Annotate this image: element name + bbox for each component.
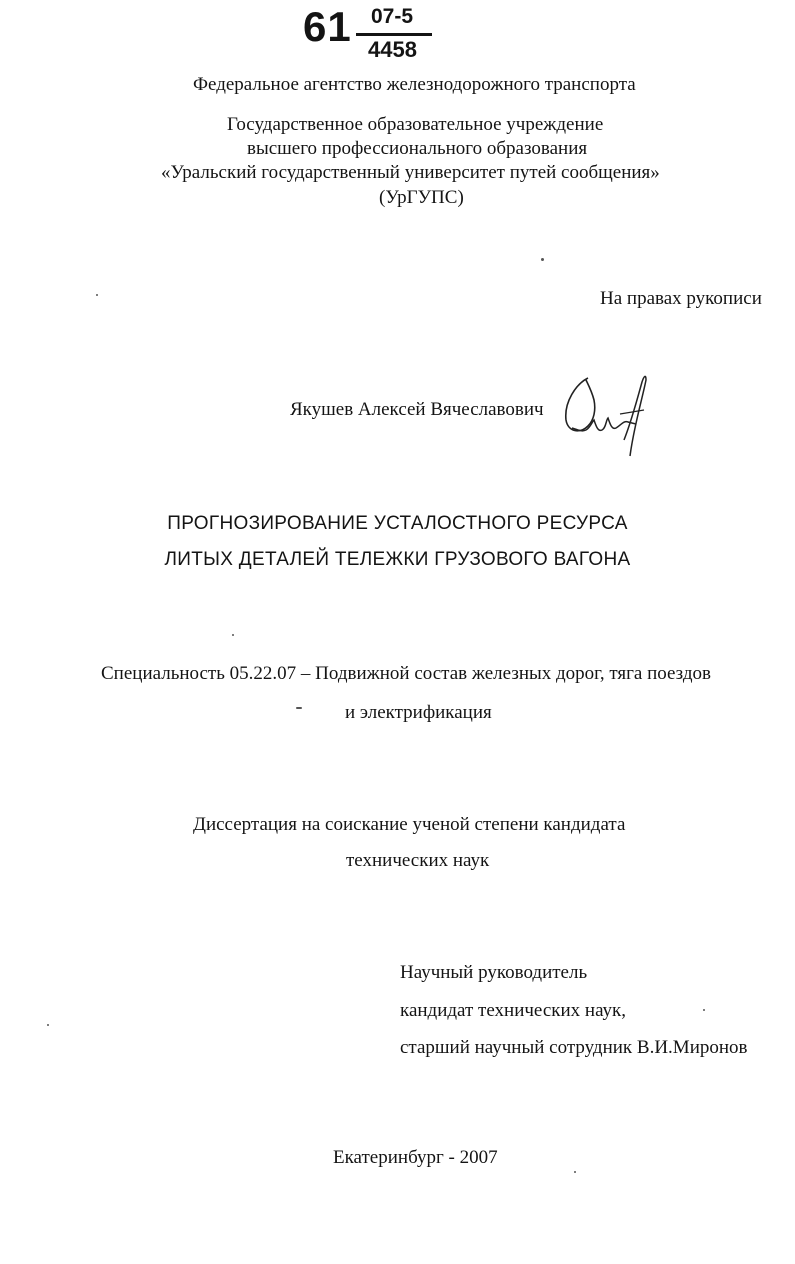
supervisor-position-name: старший научный сотрудник В.И.Миронов bbox=[400, 1037, 748, 1058]
manuscript-rights-note: На правах рукописи bbox=[600, 288, 762, 309]
scan-speck bbox=[47, 1024, 49, 1026]
degree-line-1: Диссертация на соискание ученой степени кандидата bbox=[193, 814, 626, 835]
scan-speck bbox=[703, 1009, 705, 1011]
archive-stamp-denominator: 4458 bbox=[368, 37, 417, 62]
scan-speck bbox=[232, 634, 234, 636]
supervisor-label: Научный руководитель bbox=[400, 962, 588, 983]
archive-stamp-fraction-bar bbox=[356, 33, 432, 36]
dissertation-title-line-1: ПРОГНОЗИРОВАНИЕ УСТАЛОСТНОГО РЕСУРСА bbox=[167, 513, 628, 534]
specialty-line-2: и электрификация bbox=[345, 702, 492, 723]
author-signature bbox=[558, 370, 658, 460]
author-name: Якушев Алексей Вячеславович bbox=[290, 399, 544, 420]
scan-speck bbox=[96, 294, 98, 296]
archive-stamp-numerator: 07-5 bbox=[371, 5, 414, 28]
scan-speck bbox=[541, 258, 544, 261]
agency-name: Федеральное агентство железнодорожного транспорта bbox=[193, 74, 636, 95]
supervisor-degree: кандидат технических наук, bbox=[400, 1000, 627, 1021]
degree-line-2: технических наук bbox=[346, 850, 490, 871]
dissertation-title-line-2: ЛИТЫХ ДЕТАЛЕЙ ТЕЛЕЖКИ ГРУЗОВОГО ВАГОНА bbox=[164, 549, 631, 570]
archive-stamp-code: 61 bbox=[303, 3, 352, 50]
university-abbreviation: (УрГУПС) bbox=[379, 187, 464, 208]
scan-speck bbox=[296, 707, 302, 709]
specialty-line-1: Специальность 05.22.07 – Подвижной состав железных дорог, тяга поездов bbox=[101, 663, 711, 684]
university-name: «Уральский государственный университет путей сообщения» bbox=[161, 162, 660, 183]
city-year: Екатеринбург - 2007 bbox=[333, 1147, 498, 1168]
institution-type: Государственное образовательное учреждение bbox=[227, 114, 604, 135]
scan-speck bbox=[574, 1171, 576, 1173]
institution-level: высшего профессионального образования bbox=[247, 138, 588, 159]
